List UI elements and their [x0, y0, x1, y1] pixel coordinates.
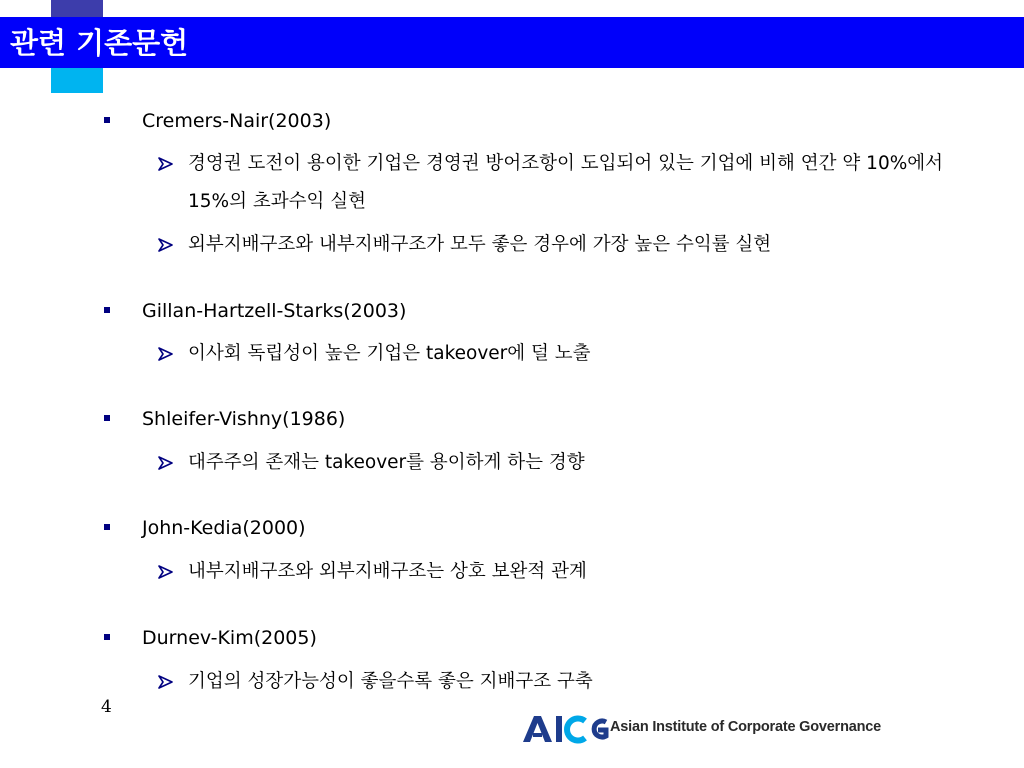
square-bullet-icon — [104, 307, 110, 313]
study-item-john-kedia — [104, 514, 306, 542]
finding-text: 이사회 독립성이 높은 기업은 takeover에 덜 노출 — [188, 343, 591, 364]
study-citation: Gillan-Hartzell-Starks(2003) — [142, 300, 407, 322]
square-bullet-icon — [104, 524, 110, 530]
study-item-durnev-kim — [104, 624, 317, 652]
square-bullet-icon — [104, 634, 110, 640]
finding-text: 내부지배구조와 외부지배구조는 상호 보완적 관계 — [188, 561, 587, 582]
page-number: 4 — [101, 697, 112, 717]
square-bullet-icon — [104, 117, 110, 123]
study-citation: Shleifer-Vishny(1986) — [142, 408, 346, 430]
aicg-logo-mark — [522, 712, 610, 746]
study-citation: Cremers-Nair(2003) — [142, 110, 332, 132]
arrow-bullet-icon — [158, 347, 174, 361]
study-item-cremers-nair — [104, 107, 332, 135]
square-bullet-icon — [104, 415, 110, 421]
finding-text: 외부지배구조와 내부지배구조가 모두 좋은 경우에 가장 높은 수익률 실현 — [188, 234, 772, 255]
slide-title: 관련 기존문헌 — [10, 26, 189, 60]
study-item-gillan-hartzell-starks — [104, 297, 407, 325]
study-citation: Durnev-Kim(2005) — [142, 627, 317, 649]
arrow-bullet-icon — [158, 675, 174, 689]
organization-name: Asian Institute of Corporate Governance — [610, 719, 881, 735]
arrow-bullet-icon — [158, 565, 174, 579]
arrow-bullet-icon — [158, 157, 174, 171]
finding-text: 경영권 도전이 용이한 기업은 경영권 방어조항이 도입되어 있는 기업에 비해 연간 약 10%에서 15%의 초과수익 실현 — [188, 153, 944, 212]
arrow-bullet-icon — [158, 456, 174, 470]
study-item-shleifer-vishny — [104, 405, 346, 433]
finding-text: 대주주의 존재는 takeover를 용이하게 하는 경향 — [188, 452, 585, 473]
arrow-bullet-icon — [158, 238, 174, 252]
finding-text: 기업의 성장가능성이 좋을수록 좋은 지배구조 구축 — [188, 671, 593, 692]
study-citation: John-Kedia(2000) — [142, 517, 306, 539]
